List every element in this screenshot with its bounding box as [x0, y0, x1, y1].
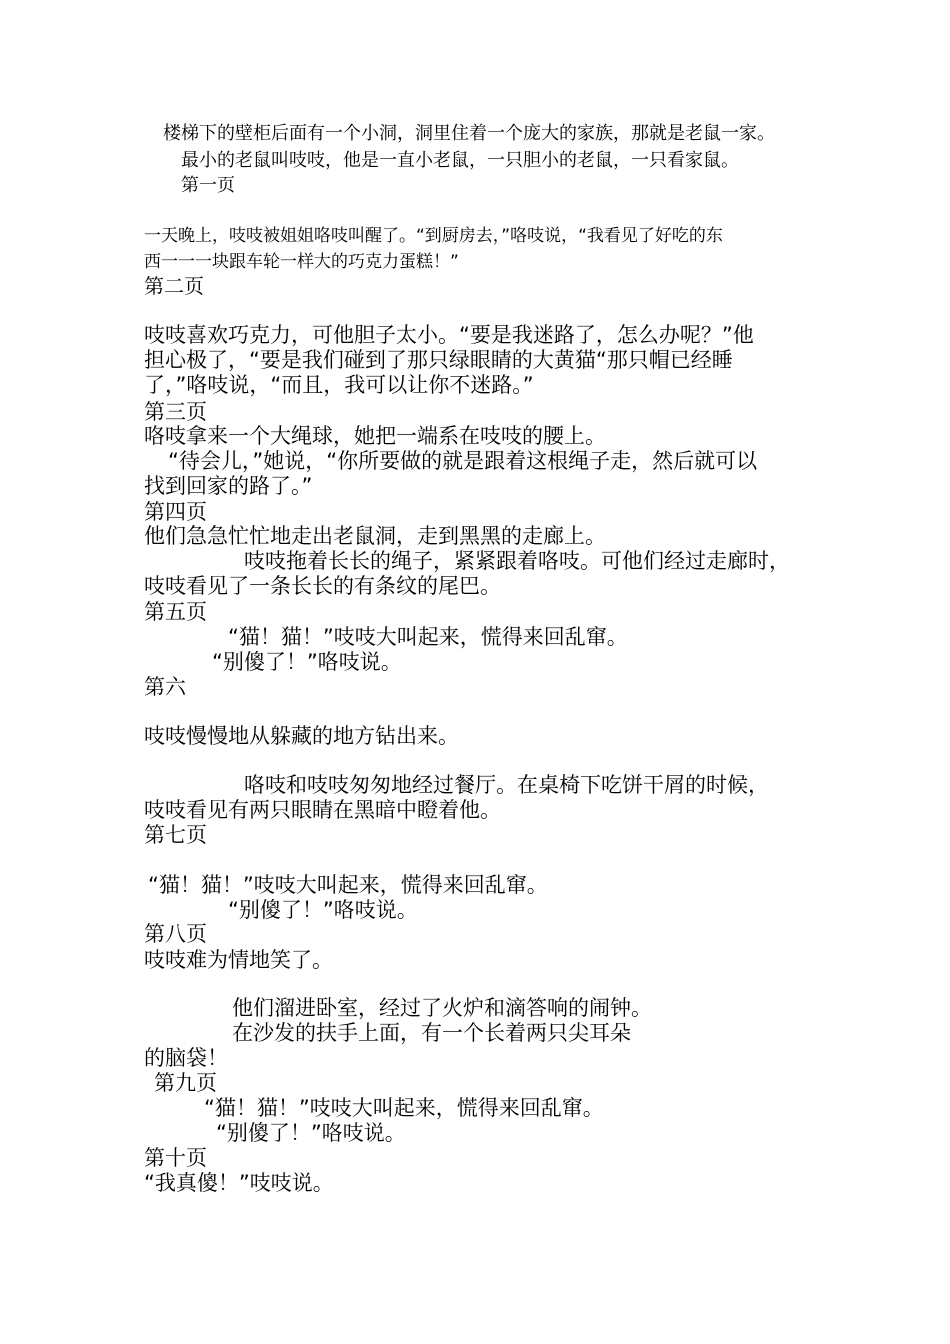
- text-line: 吱吱喜欢巧克力，可他胆子太小。“要是我迷路了，怎么办呢？”他: [144, 323, 754, 347]
- text-line: “别傻了！”咯吱说。: [228, 898, 418, 922]
- text-line: 担心极了，“要是我们碰到了那只绿眼睛的大黄猫“那只帽已经睡: [144, 348, 733, 372]
- page-marker: 第五页: [144, 600, 207, 624]
- text-line: 吱吱慢慢地从躲藏的地方钻出来。: [144, 724, 459, 748]
- text-line: 了，”咯吱说，“而且，我可以让你不迷路。”: [144, 373, 534, 397]
- text-line: 的脑袋！: [144, 1046, 228, 1070]
- text-line: 找到回家的路了。”: [144, 474, 313, 498]
- text-line: “待会儿，”她说，“你所要做的就是跟着这根绳子走，然后就可以: [168, 449, 758, 473]
- text-line: 吱吱拖着长长的绳子，紧紧跟着咯吱。可他们经过走廊时，: [244, 549, 790, 573]
- page-marker: 第三页: [144, 400, 207, 424]
- text-line: “猫！猫！”吱吱大叫起来，慌得来回乱窜。: [148, 873, 548, 897]
- text-line: “猫！猫！”吱吱大叫起来，慌得来回乱窜。: [204, 1096, 604, 1120]
- text-line: “别傻了！”咯吱说。: [216, 1121, 406, 1145]
- text-line: 在沙发的扶手上面，有一个长着两只尖耳朵: [232, 1021, 631, 1045]
- page-marker: 第二页: [144, 274, 204, 298]
- text-line: 他们溜进卧室，经过了火炉和滴答响的闹钟。: [232, 996, 652, 1020]
- text-line: 吱吱难为情地笑了。: [144, 948, 333, 972]
- page-marker: 第十页: [144, 1146, 207, 1170]
- text-line: “别傻了！”咯吱说。: [212, 650, 402, 674]
- page-marker: 第一页: [181, 175, 235, 196]
- text-line: 咯吱和吱吱匆匆地经过餐厅。在桌椅下吃饼干屑的时候，: [244, 773, 769, 797]
- text-line: 他们急急忙忙地走出老鼠洞，走到黑黑的走廊上。: [144, 524, 606, 548]
- text-line: 一天晚上，吱吱被姐姐咯吱叫醒了。“到厨房去，”咯吱说，“我看见了好吃的东: [144, 226, 723, 246]
- page-marker: 第七页: [144, 823, 207, 847]
- page-marker: 第四页: [144, 500, 207, 524]
- page-marker: 第九页: [154, 1071, 217, 1095]
- text-line: 吱吱看见了一条长长的有条纹的尾巴。: [144, 574, 501, 598]
- text-line: 楼梯下的壁柜后面有一个小洞，洞里住着一个庞大的家族，那就是老鼠一家。: [163, 123, 775, 144]
- text-line: 吱吱看见有两只眼睛在黑暗中瞪着他。: [144, 798, 501, 822]
- page-marker: 第八页: [144, 922, 207, 946]
- text-line: 最小的老鼠叫吱吱，他是一直小老鼠，一只胆小的老鼠，一只看家鼠。: [181, 150, 739, 171]
- page-marker: 第六: [144, 675, 186, 699]
- text-line: “猫！猫！”吱吱大叫起来，慌得来回乱窜。: [228, 625, 628, 649]
- text-line: 咯吱拿来一个大绳球，她把一端系在吱吱的腰上。: [144, 424, 606, 448]
- text-line: 西一一一块跟车轮一样大的巧克力蛋糕！”: [144, 252, 459, 272]
- text-line: “我真傻！”吱吱说。: [144, 1171, 334, 1195]
